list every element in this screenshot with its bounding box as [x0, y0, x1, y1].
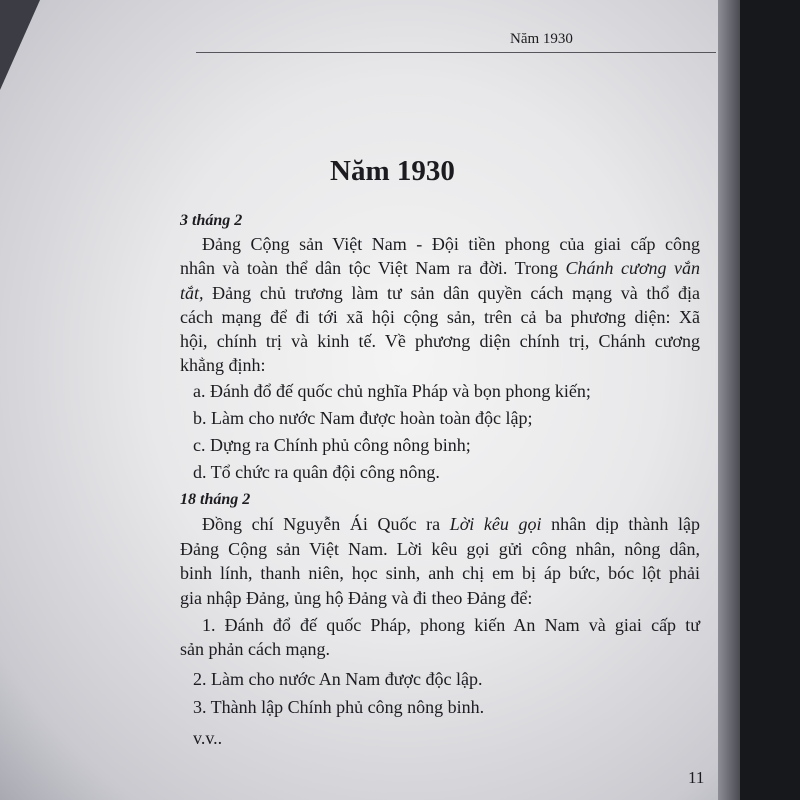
text-segment: a. Đánh đổ đế quốc chủ nghĩa Pháp và bọn phong kiến;: [193, 381, 591, 401]
text-segment: Đồng chí Nguyễn Ái Quốc ra: [202, 514, 450, 534]
text-segment: Đảng chủ trương làm tư sản dân quyền cách mạng và thổ địa: [203, 283, 700, 303]
italic-title-text: Chánh cương vắn: [565, 258, 700, 278]
text-line: [180, 588, 700, 609]
text-segment: c. Dựng ra Chính phủ công nông binh;: [193, 435, 471, 455]
text-line: [202, 514, 700, 535]
text-segment: d. Tổ chức ra quân đội công nông.: [193, 462, 440, 482]
text-segment: b. Làm cho nước Nam được hoàn toàn độc lập;: [193, 408, 533, 428]
text-segment: nhân và toàn thể dân tộc Việt Nam ra đời. Trong: [180, 258, 566, 278]
text-segment: nhân dịp thành lập: [541, 514, 700, 534]
running-header: Năm 1930: [510, 31, 573, 47]
previous-page-corner: [0, 0, 40, 90]
italic-title-text: Lời kêu gọi: [449, 514, 542, 534]
entry-date: 3 tháng 2: [180, 212, 243, 229]
entry-date: 18 tháng 2: [180, 491, 251, 508]
text-segment: khẳng định:: [180, 355, 266, 375]
text-line: [180, 639, 700, 660]
text-line: [202, 615, 700, 636]
text-segment: gia nhập Đảng, ủng hộ Đảng và đi theo Đảng để:: [180, 588, 533, 608]
list-item: [193, 435, 713, 456]
list-item: [193, 408, 713, 429]
text-segment: hội, chính trị và kinh tế. Về phương diện chính trị, Chánh cương: [180, 331, 700, 351]
text-segment: v.v..: [193, 728, 223, 748]
list-item: [193, 462, 713, 483]
page-edge-shadow: [718, 0, 740, 800]
chapter-title: Năm 1930: [330, 155, 455, 187]
text-segment: Đảng Cộng sản Việt Nam. Lời kêu gọi gửi công nhân, nông dân,: [180, 539, 700, 559]
text-segment: cách mạng để đi tới xã hội cộng sản, trên cả ba phương diện: Xã: [180, 307, 700, 327]
text-line: [180, 563, 700, 584]
text-segment: 2. Làm cho nước An Nam được độc lập.: [193, 669, 483, 689]
text-segment: 1. Đánh đổ đế quốc Pháp, phong kiến An Nam và giai cấp tư: [202, 615, 700, 635]
list-item: [193, 728, 713, 749]
text-line: [180, 258, 700, 279]
text-line: [180, 331, 700, 352]
italic-title-text: tắt,: [180, 283, 204, 303]
header-rule: [196, 52, 716, 53]
text-line: [202, 234, 700, 255]
text-segment: 3. Thành lập Chính phủ công nông binh.: [193, 697, 485, 717]
list-item: [193, 669, 713, 690]
text-line: [180, 307, 700, 328]
text-line: [180, 355, 700, 376]
book-cover-edge: [740, 0, 800, 800]
list-item: [193, 697, 713, 718]
page-number: 11: [688, 768, 705, 787]
text-segment: binh lính, thanh niên, học sinh, anh chị em bị áp bức, bóc lột phải: [180, 563, 700, 583]
text-line: [180, 539, 700, 560]
text-segment: Đảng Cộng sản Việt Nam - Đội tiền phong của giai cấp công: [202, 234, 700, 254]
text-line: [180, 283, 700, 304]
list-item: [193, 381, 713, 402]
text-segment: sản phản cách mạng.: [180, 639, 330, 659]
